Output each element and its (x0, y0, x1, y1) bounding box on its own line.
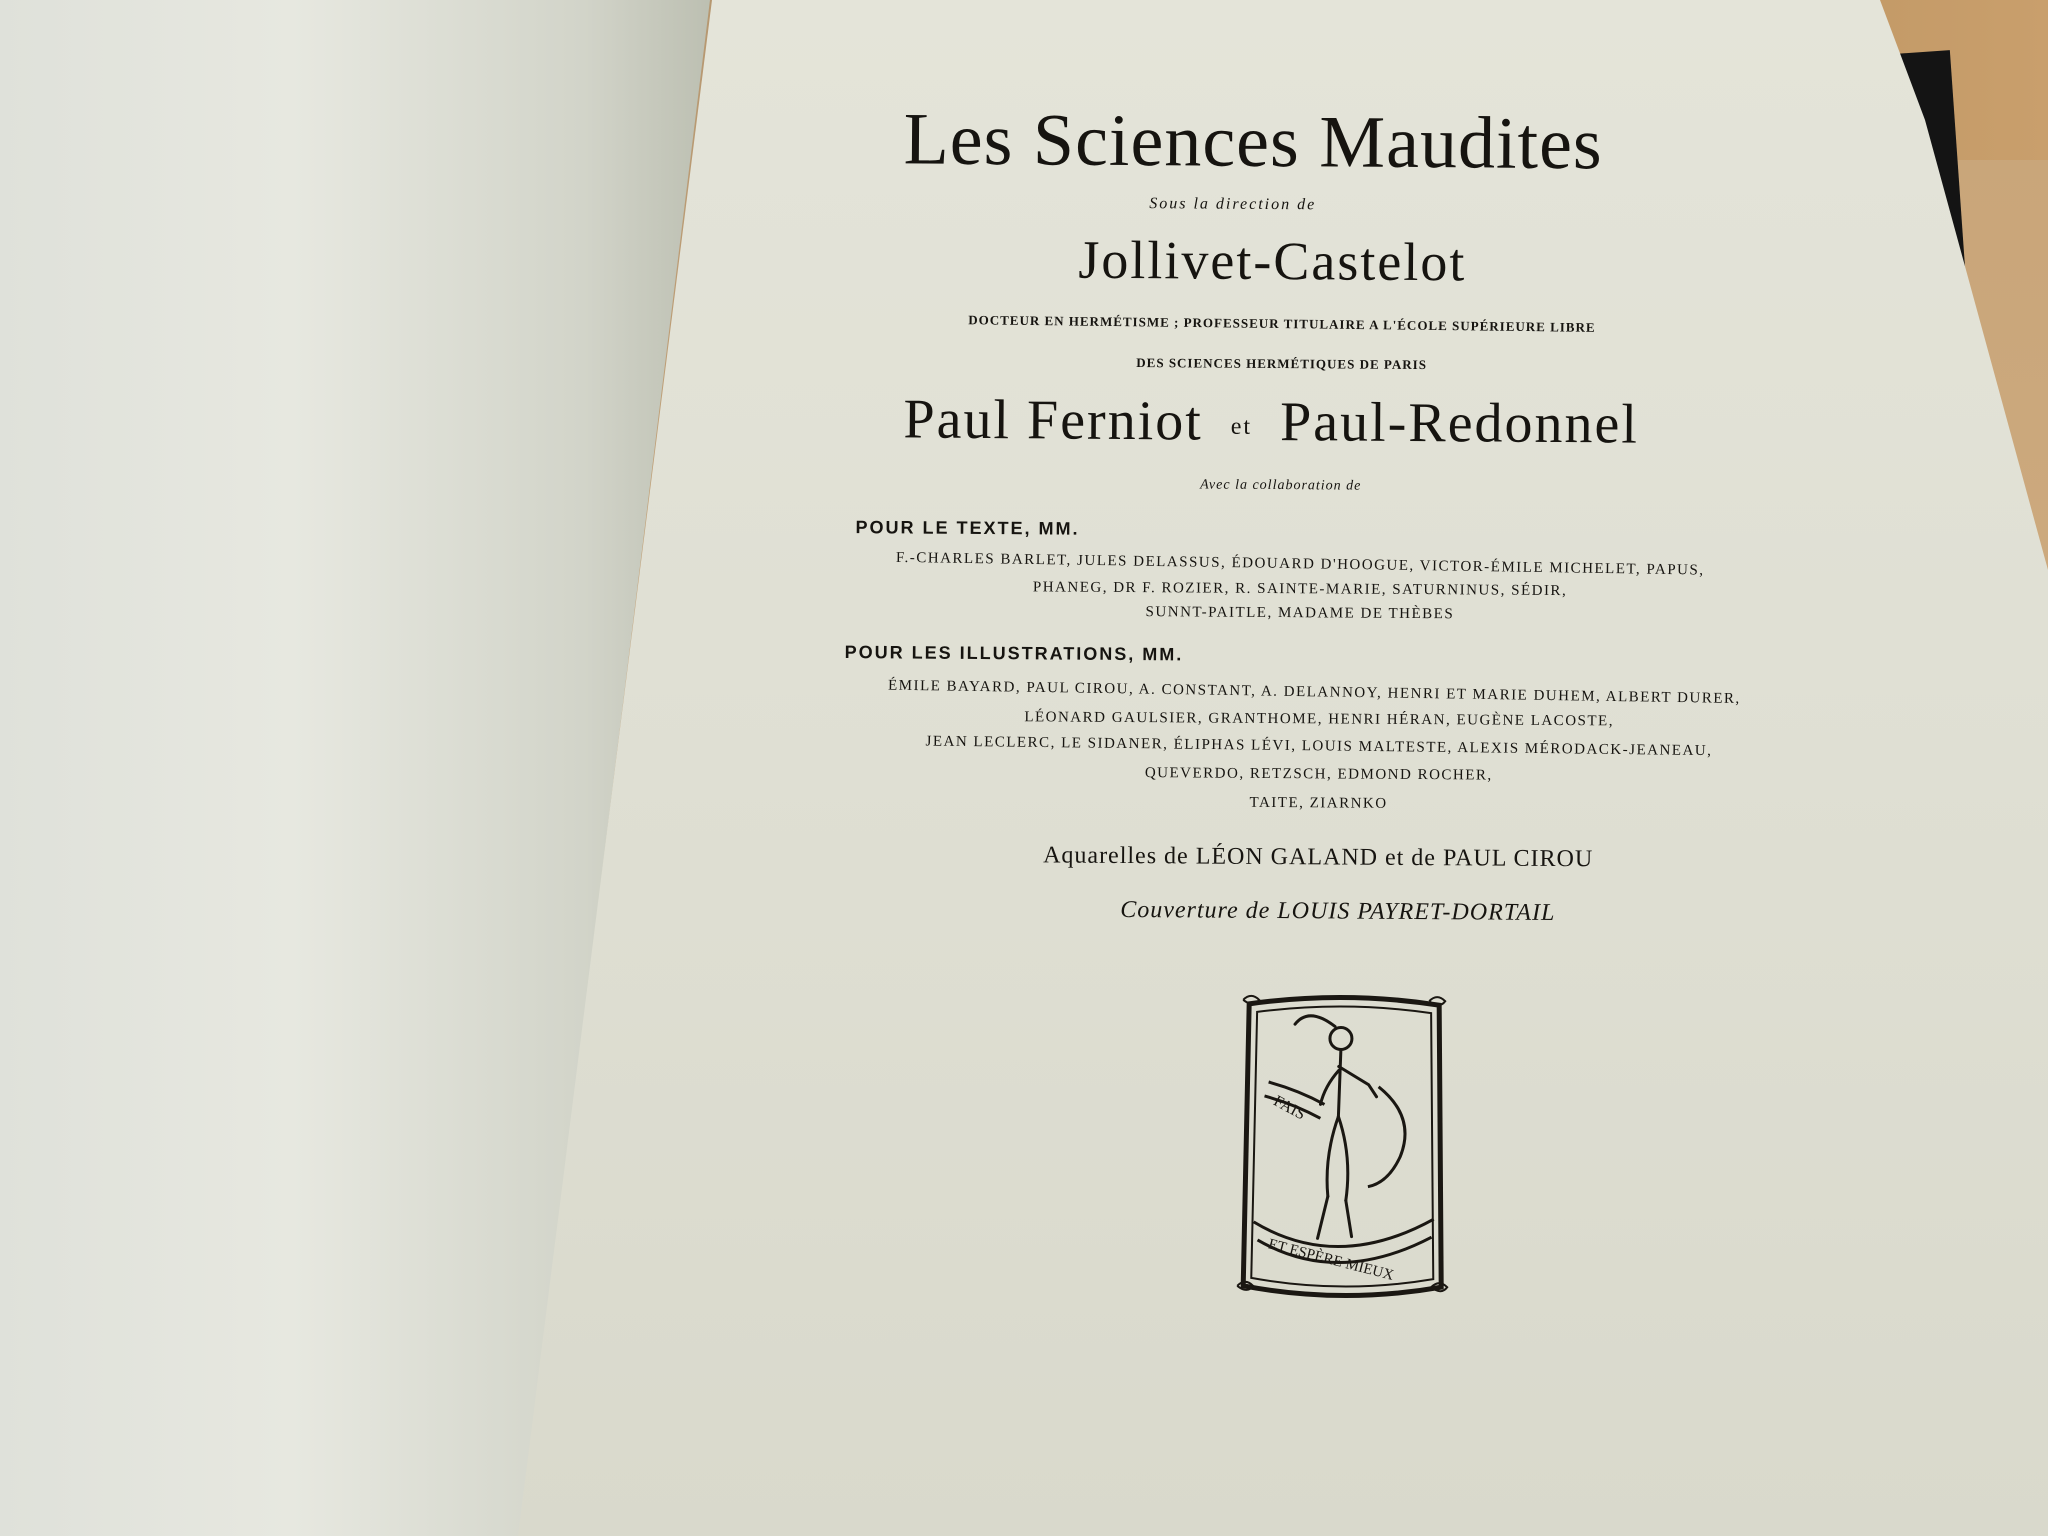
illustration-contributors-line: JEAN LECLERC, LE SIDANER, ÉLIPHAS LÉVI, LOUIS MALTESTE, ALEXIS MÉRODACK-JEANEAU, (925, 733, 1713, 760)
illustration-contributors-heading: POUR LES ILLUSTRATIONS, MM. (844, 642, 1184, 665)
direction-note: Sous la direction de (1149, 195, 1317, 214)
illustration-contributors-line: LÉONARD GAULSIER, GRANTHOME, HENRI HÉRAN, EUGÈNE LACOSTE, (1024, 709, 1615, 730)
cover-credit: Couverture de LOUIS PAYRET-DORTAIL (1120, 896, 1556, 926)
illustration-contributors-line: QUEVERDO, RETZSCH, EDMOND ROCHER, (1144, 765, 1493, 784)
co-author-1: Paul Ferniot (903, 388, 1204, 453)
emblem-banner-left: FAIS (1270, 1092, 1309, 1124)
director-name: Jollivet-Castelot (1078, 229, 1467, 293)
text-contributors-line: SUNNT-PAITLE, MADAME DE THÈBES (1145, 604, 1455, 623)
text-contributors-line: PHANEG, DR F. ROZIER, R. SAINTE-MARIE, SATURNINUS, SÉDIR, (1032, 579, 1568, 600)
director-credentials-line-2: DES SCIENCES HERMÉTIQUES DE PARIS (1136, 355, 1428, 373)
co-author-conjunction: et (1230, 413, 1253, 440)
text-contributors-heading: POUR LE TEXTE, MM. (855, 517, 1080, 539)
co-authors (741, 386, 1801, 457)
collaboration-note: Avec la collaboration de (1200, 477, 1362, 494)
director-credentials-line-1: DOCTEUR EN HERMÉTISME ; PROFESSEUR TITULAIRE A L'ÉCOLE SUPÉRIEURE LIBRE (968, 312, 1596, 335)
emblem-banner-bottom: ET ESPÈRE MIEUX (1266, 1236, 1396, 1284)
book-title: Les Sciences Maudites (903, 98, 1604, 186)
illustration-contributors-line: ÉMILE BAYARD, PAUL CIROU, A. CONSTANT, A. DELANNOY, HENRI ET MARIE DUHEM, ALBERT DURER, (887, 677, 1741, 708)
watercolors-credit: Aquarelles de LÉON GALAND et de PAUL CIROU (1043, 842, 1594, 873)
printer-mark-emblem-icon (1227, 986, 1459, 1316)
text-contributors-line: F.-CHARLES BARLET, JULES DELASSUS, ÉDOUARD D'HOOGUE, VICTOR-ÉMILE MICHELET, PAPUS, (895, 549, 1705, 579)
co-author-2: Paul-Redonnel (1279, 391, 1640, 456)
illustration-contributors-line: TAITE, ZIARNKO (1249, 794, 1388, 812)
